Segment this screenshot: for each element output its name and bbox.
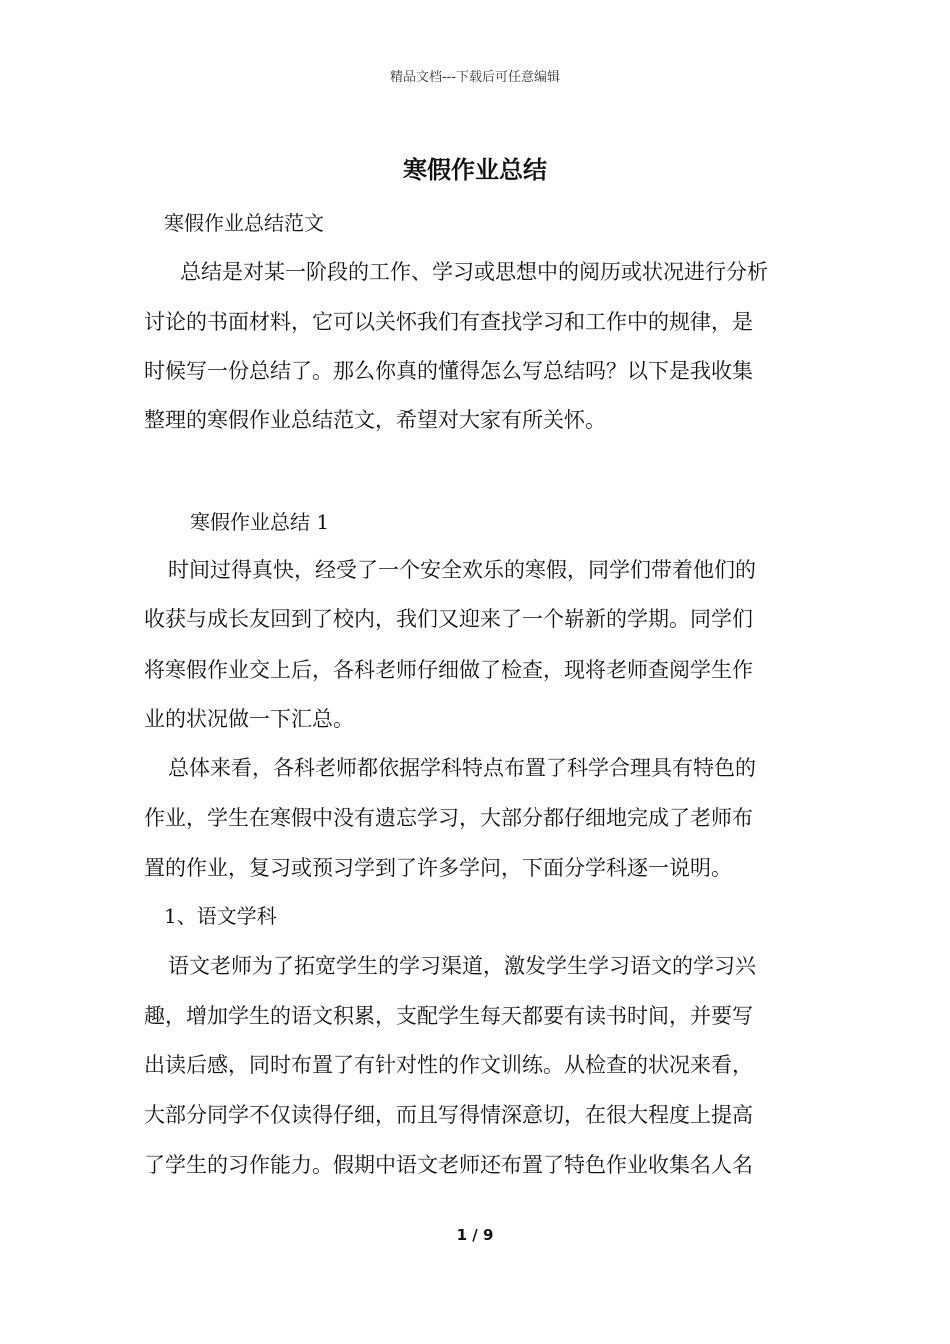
- intro-line: 时候写一份总结了。那么你真的懂得怎么写总结吗？以下是我收集: [144, 359, 753, 383]
- subtitle: 寒假作业总结范文: [164, 211, 324, 235]
- paragraph-line: 了学生的习作能力。假期中语文老师还布置了特色作业收集名人名: [144, 1153, 753, 1177]
- paragraph-line: 作业，学生在寒假中没有遗忘学习，大部分都仔细地完成了老师布: [144, 806, 753, 830]
- paragraph-line: 总体来看，各科老师都依据学科特点布置了科学合理具有特色的: [168, 756, 756, 780]
- paragraph-line: 出读后感，同时布置了有针对性的作文训练。从检查的状况来看，: [144, 1053, 753, 1077]
- paragraph-line: 大部分同学不仅读得仔细，而且写得情深意切，在很大程度上提高: [144, 1103, 753, 1127]
- paragraph-line: 业的状况做一下汇总。: [144, 707, 354, 731]
- paragraph-line: 时间过得真快，经受了一个安全欢乐的寒假，同学们带着他们的: [168, 558, 756, 582]
- intro-line: 整理的寒假作业总结范文，希望对大家有所关怀。: [144, 408, 606, 432]
- paragraph-line: 置的作业，复习或预习学到了许多学问，下面分学科逐一说明。: [144, 856, 732, 880]
- page-indicator: 1 / 9: [456, 1226, 494, 1244]
- intro-line: 总结是对某一阶段的工作、学习或思想中的阅历或状况进行分析: [180, 260, 768, 284]
- document-title: 寒假作业总结: [403, 156, 547, 184]
- intro-line: 讨论的书面材料，它可以关怀我们有查找学习和工作中的规律，是: [144, 310, 753, 334]
- header-note: 精品文档---下载后可任意编辑: [389, 70, 561, 85]
- paragraph-line: 将寒假作业交上后，各科老师仔细做了检查，现将老师查阅学生作: [144, 658, 753, 682]
- section-heading: 寒假作业总结 1: [190, 510, 330, 534]
- subject-heading: 1、语文学科: [164, 904, 277, 928]
- paragraph-line: 趣，增加学生的语文积累，支配学生每天都要有读书时间，并要写: [144, 1004, 753, 1028]
- paragraph-line: 收获与成长友回到了校内，我们又迎来了一个崭新的学期。同学们: [144, 607, 753, 631]
- paragraph-line: 语文老师为了拓宽学生的学习渠道，激发学生学习语文的学习兴: [168, 954, 756, 978]
